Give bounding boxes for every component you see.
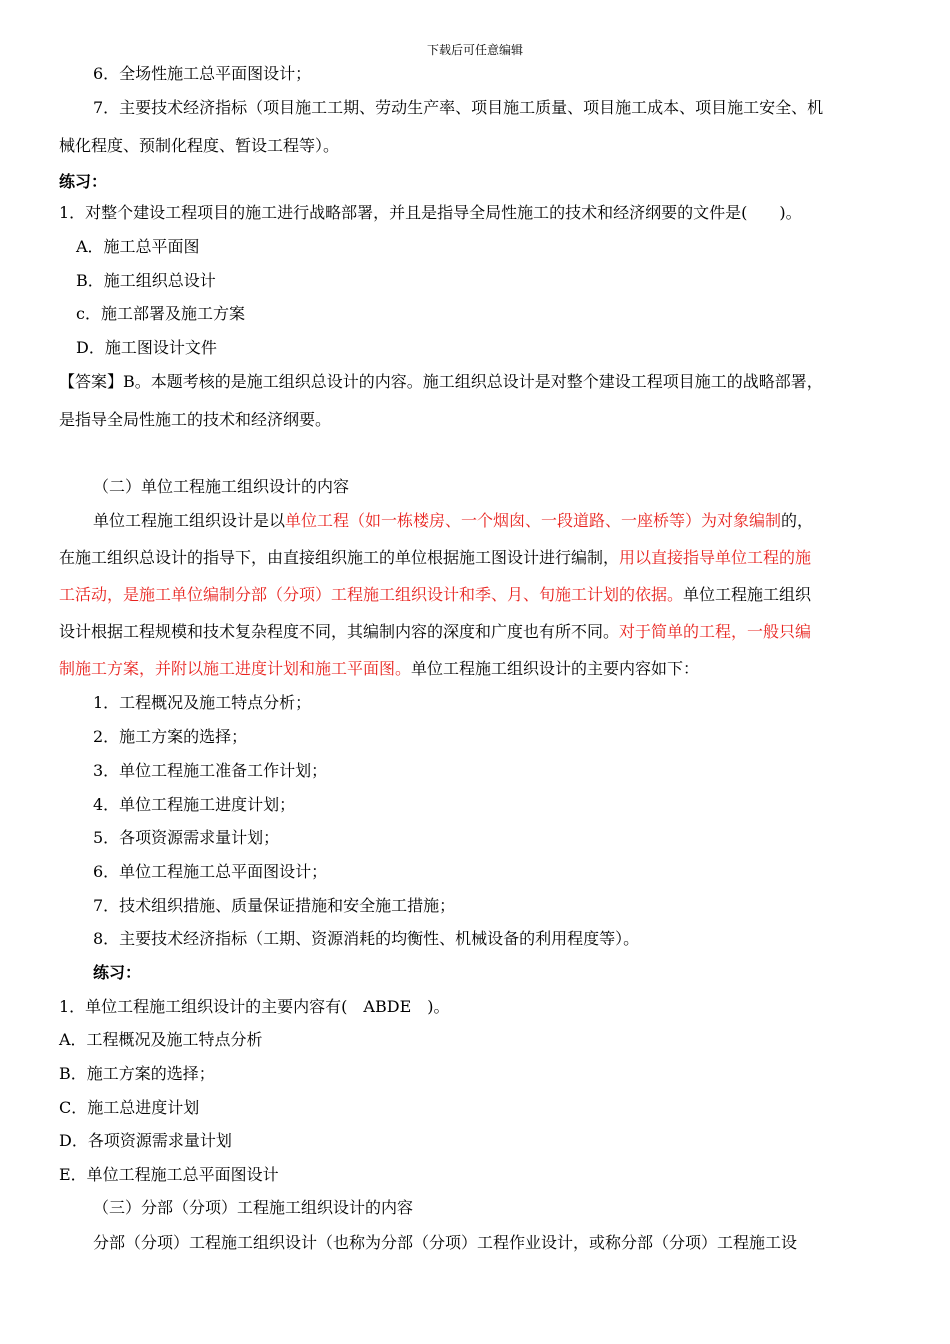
exercise-heading: 练习：	[93, 963, 142, 982]
option: B．施工方案的选择；	[59, 1064, 215, 1083]
list-item: 7．技术组织措施、质量保证措施和安全施工措施；	[93, 896, 456, 915]
list-item: 4．单位工程施工进度计划；	[93, 795, 296, 814]
answer-continued: 是指导全局性施工的技术和经济纲要。	[59, 410, 332, 429]
highlight-segment: 工活动，是施工单位编制分部（分项）工程施工组织设计和季、月、旬施工计划的依据。	[59, 585, 684, 604]
highlight-segment: 单位工程（如一栋楼房、一个烟囱、一段道路、一座桥等）为对象编制	[285, 511, 782, 530]
list-item: 3．单位工程施工准备工作计划；	[93, 761, 328, 780]
option: c．施工部署及施工方案	[76, 304, 245, 323]
list-item: 7．主要技术经济指标（项目施工工期、劳动生产率、项目施工质量、项目施工成本、项目施工安全、机	[93, 98, 824, 117]
section-heading: （三）分部（分项）工程施工组织设计的内容	[93, 1198, 414, 1217]
list-item: 2．施工方案的选择；	[93, 727, 248, 746]
list-item: 1．工程概况及施工特点分析；	[93, 693, 312, 712]
paragraph-line	[59, 622, 811, 642]
list-item: 8．主要技术经济指标（工期、资源消耗的均衡性、机械设备的利用程度等）。	[93, 929, 640, 948]
page-header: 下载后可任意编辑	[426, 43, 523, 57]
option: B．施工组织总设计	[76, 271, 216, 290]
text-segment: 在施工组织总设计的指导下，由直接组织施工的单位根据施工图设计进行编制，	[59, 548, 620, 567]
answer: 【答案】B。本题考核的是施工组织总设计的内容。施工组织总设计是对整个建设工程项目施工的战略部署，	[59, 372, 823, 391]
option: A．施工总平面图	[76, 237, 200, 256]
exercise-heading: 练习：	[59, 172, 108, 191]
text-line: 械化程度、预制化程度、暂设工程等）。	[59, 136, 340, 155]
question: 1．单位工程施工组织设计的主要内容有( ABDE )。	[59, 997, 450, 1016]
paragraph-line: 分部（分项）工程施工组织设计（也称为分部（分项）工程作业设计，或称分部（分项）工程施工设	[93, 1233, 798, 1252]
option: D．施工图设计文件	[76, 338, 217, 357]
paragraph-line	[59, 585, 811, 605]
list-item: 6．全场性施工总平面图设计；	[93, 64, 312, 83]
highlight-segment: 对于简单的工程，一般只编	[619, 622, 812, 641]
option: E．单位工程施工总平面图设计	[59, 1165, 279, 1184]
section-heading: （二）单位工程施工组织设计的内容	[93, 477, 350, 496]
text-segment: 设计根据工程规模和技术复杂程度不同，其编制内容的深度和广度也有所不同。	[59, 622, 620, 641]
option: C．施工总进度计划	[59, 1098, 200, 1117]
paragraph-line	[59, 548, 811, 568]
highlight-segment: 制施工方案，并附以施工进度计划和施工平面图。	[59, 659, 412, 678]
text-segment: 单位工程施工组织设计的主要内容如下：	[411, 659, 700, 678]
paragraph-line	[59, 659, 699, 679]
text-segment: 单位工程施工组织设计是以	[93, 511, 286, 530]
list-item: 5．各项资源需求量计划；	[93, 828, 280, 847]
question: 1．对整个建设工程项目的施工进行战略部署，并且是指导全局性施工的技术和经济纲要的文件是( )。	[59, 203, 802, 222]
text-segment: 的，	[781, 511, 814, 530]
paragraph-line	[93, 511, 813, 531]
option: D．各项资源需求量计划	[59, 1131, 232, 1150]
list-item: 6．单位工程施工总平面图设计；	[93, 862, 328, 881]
text-segment: 单位工程施工组织	[683, 585, 812, 604]
option: A．工程概况及施工特点分析	[59, 1030, 263, 1049]
highlight-segment: 用以直接指导单位工程的施	[619, 548, 812, 567]
